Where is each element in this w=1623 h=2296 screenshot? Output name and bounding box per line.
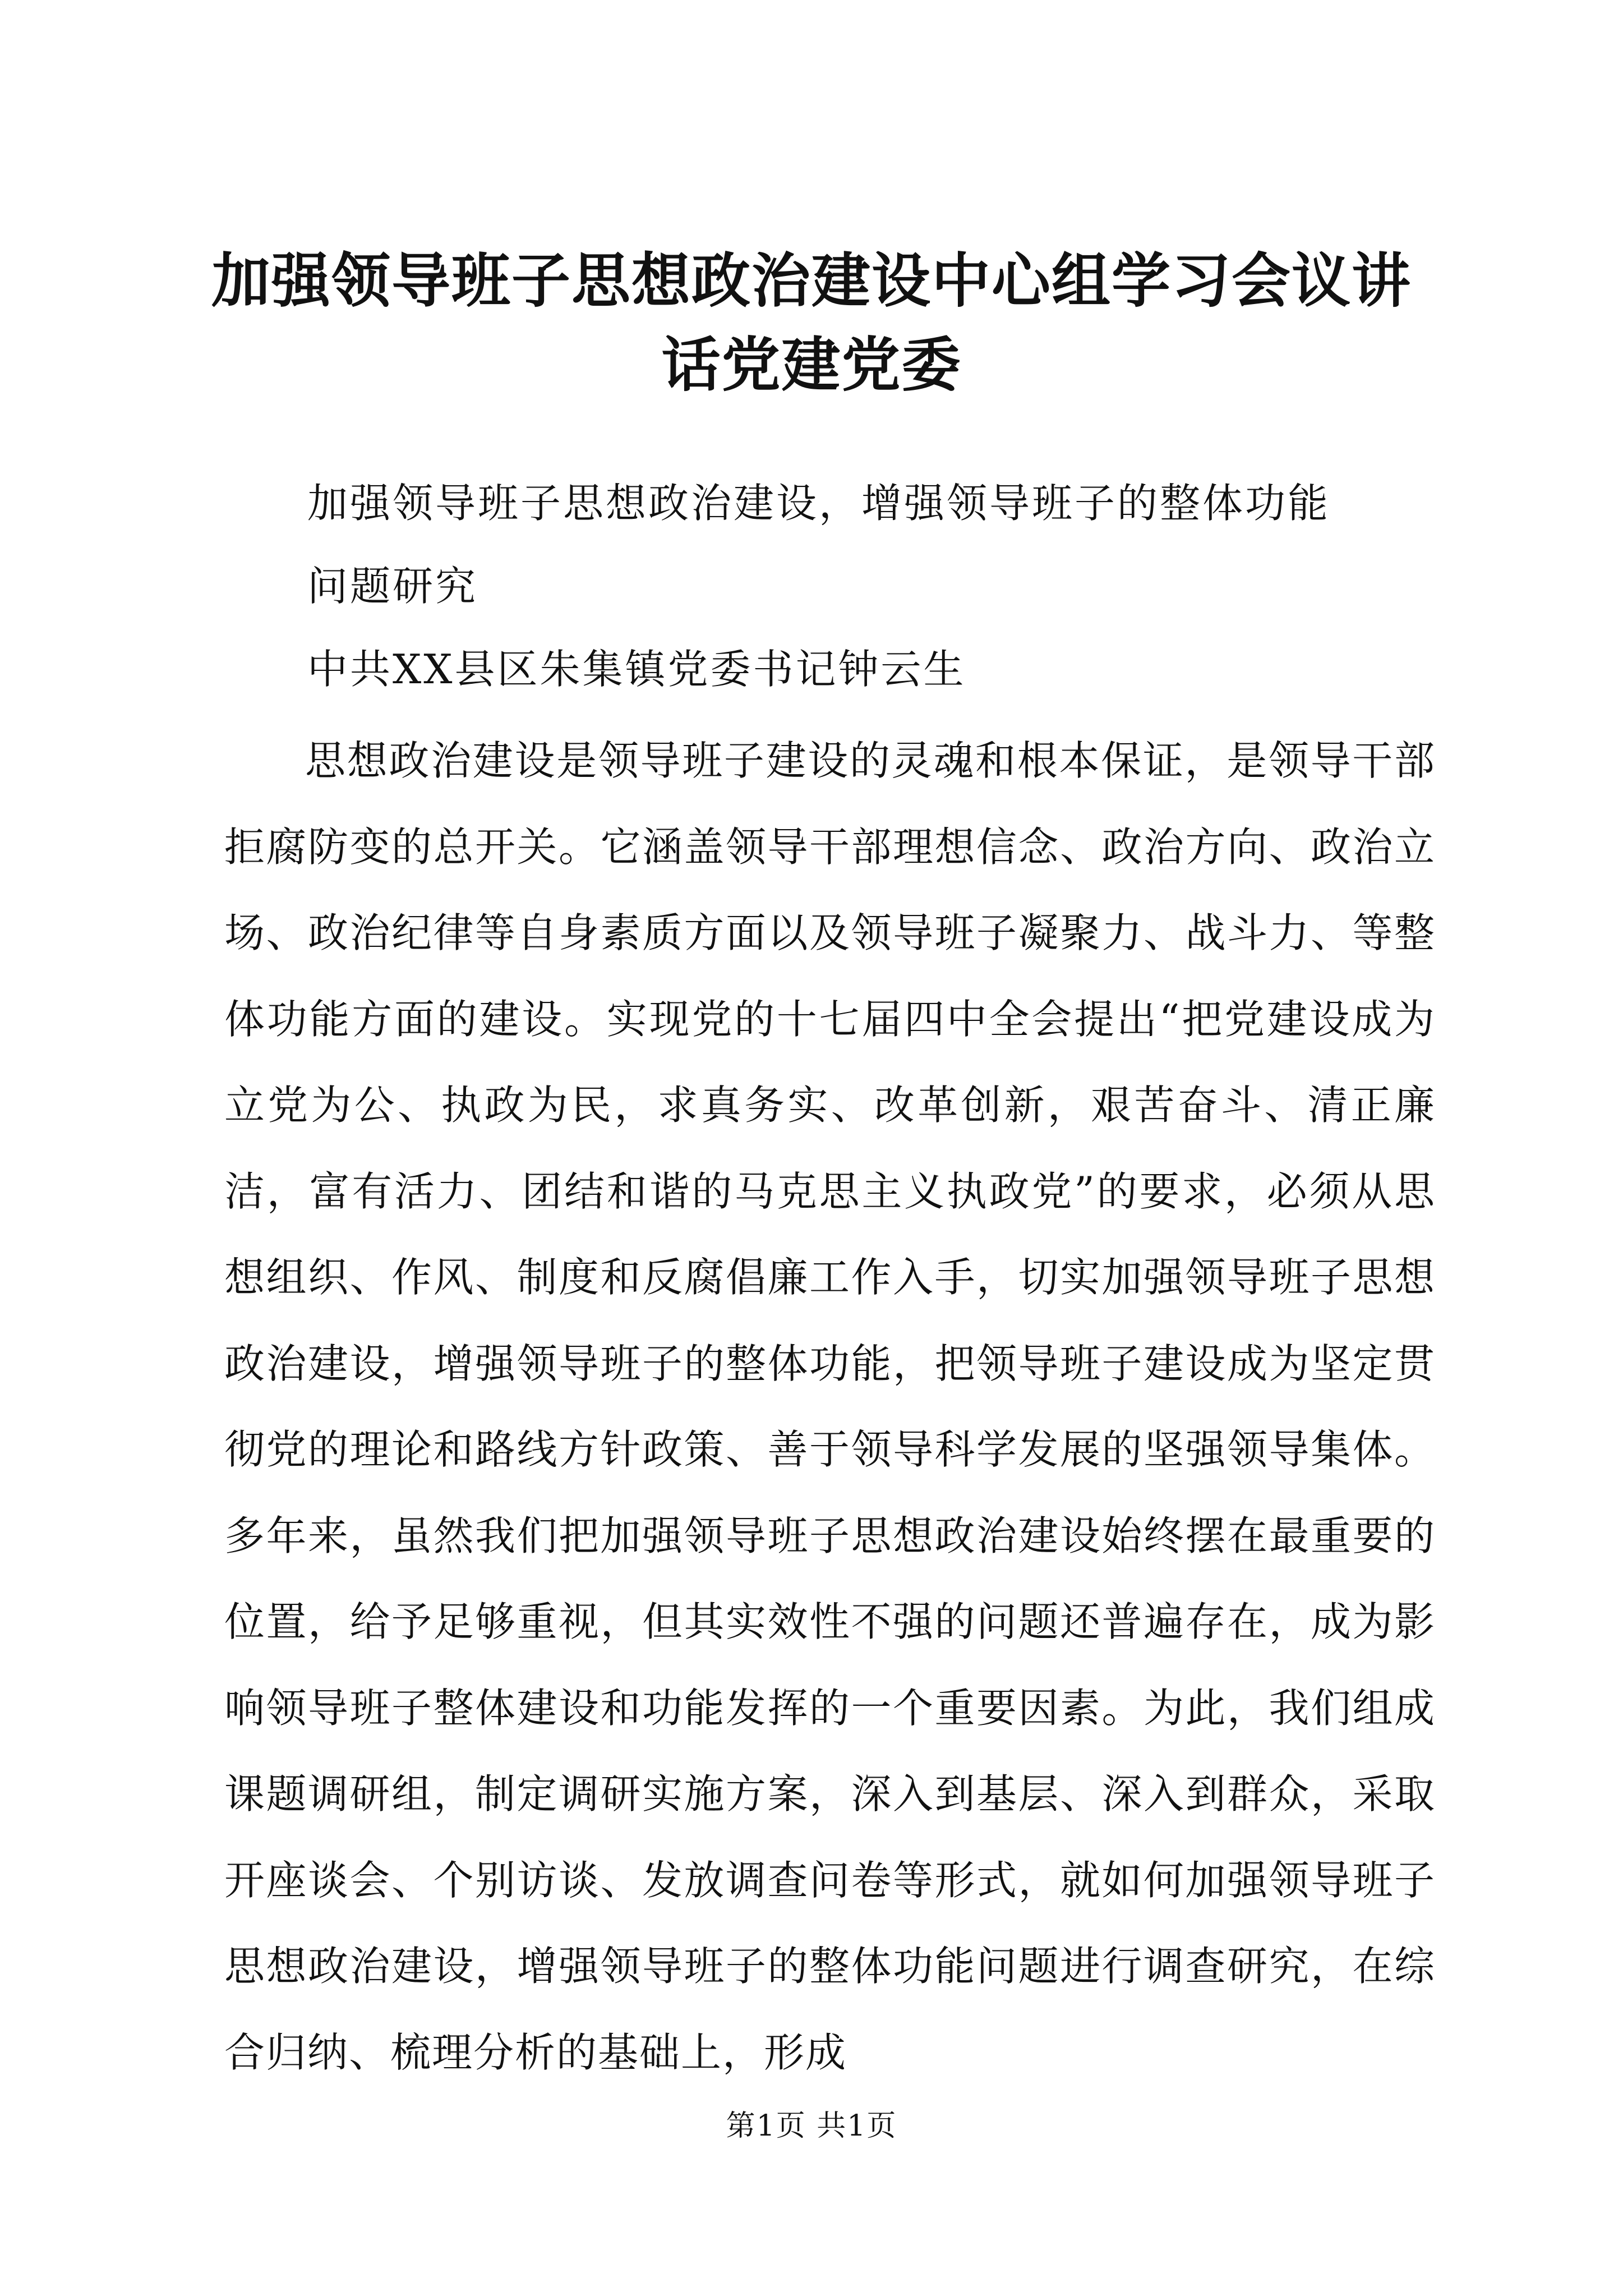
subtitle-line-1: 加强领导班子思想政治建设，增强领导班子的整体功能: [307, 480, 1331, 527]
document-title: 加强领导班子思想政治建设中心组学习会议讲话党建党委: [211, 246, 1412, 399]
subtitle-line-2: 问题研究: [307, 563, 478, 610]
page-footer: 第1页 共1页: [726, 2109, 897, 2143]
author-line: 中共XX县区朱集镇党委书记钟云生: [307, 646, 966, 693]
body-paragraph: 思想政治建设是领导班子建设的灵魂和根本保证，是领导干部拒腐防变的总开关。它涵盖领导干部理想信念、政治方向、政治立场、政治纪律等自身素质方面以及领导班子凝聚力、战斗力、等整体功能方面的建设。实现党的十七届四中全会提出“把党建设成为立党为公、执政为民，求真务实、改革创新，艰苦奋斗、清正廉洁，富有活力、团结和谐的马克思主义执政党”的要求，必须从思想组织、作风、制度和反腐倡廉工作入手，切实加强领导班子思想政治建设，增强领导班子的整体功能，把领导班子建设成为坚定贯彻党的理论和路线方针政策、善于领导科学发展的坚强领导集体。多年来，虽然我们把加强领导班子思想政治建设始终摆在最重要的位置，给予足够重视，但其实效性不强的问题还普遍存在，成为影响领导班子整体建设和功能发挥的一个重要因素。为此，我们组成课题调研组，制定调研实施方案，深入到基层、深入到群众，采取开座谈会、个别访谈、发放调查问卷等形式，就如何加强领导班子思想政治建设，增强领导班子的整体功能问题进行调查研究，在综合归纳、梳理分析的基础上，形成: [224, 737, 1436, 2076]
